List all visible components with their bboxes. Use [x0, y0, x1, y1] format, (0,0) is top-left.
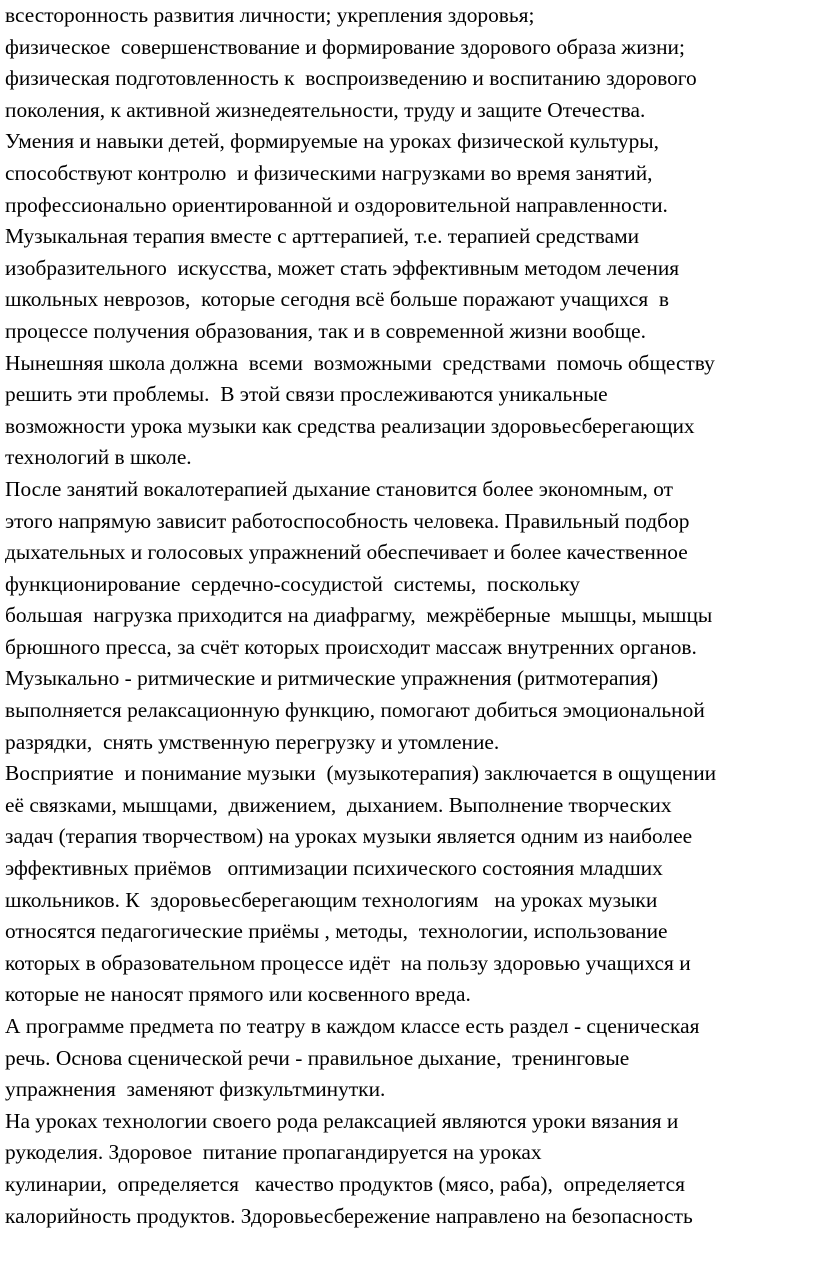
text-line: Нынешняя школа должна всеми возможными средствами помочь обществу: [5, 350, 715, 375]
text-line: брюшного пресса, за счёт которых происходит массаж внутренних органов.: [5, 634, 697, 659]
text-line: профессионально ориентированной и оздоровительной направленности.: [5, 192, 668, 217]
text-line: всесторонность развития личности; укрепления здоровья;: [5, 3, 535, 27]
text-line: школьных неврозов, которые сегодня всё больше поражают учащихся в: [5, 287, 669, 312]
text-line: речь. Основа сценической речи - правильное дыхание, тренинговые: [5, 1045, 630, 1070]
text-line: поколения, к активной жизнедеятельности, труду и защите Отечества.: [5, 97, 646, 122]
body-text: [5, 0, 816, 1232]
text-line: её связками, мышцами, движением, дыханием. Выполнение творческих: [5, 792, 672, 817]
text-line: калорийность продуктов. Здоровьесбережение направлено на безопасность: [5, 1203, 693, 1228]
text-line: школьников. К здоровьесберегающим технологиям на уроках музыки: [5, 887, 658, 912]
text-line: физическое совершенствование и формирование здорового образа жизни;: [5, 34, 685, 59]
text-line: большая нагрузка приходится на диафрагму, межрёберные мышцы, мышцы: [5, 603, 713, 628]
text-line: А программе предмета по театру в каждом классе есть раздел - сценическая: [5, 1014, 700, 1038]
text-line: Умения и навыки детей, формируемые на уроках физической культуры,: [5, 129, 660, 154]
text-line: задач (терапия творчеством) на уроках музыки является одним из наиболее: [5, 824, 693, 849]
text-line: изобразительного искусства, может стать эффективным методом лечения: [5, 255, 680, 280]
text-line: возможности урока музыки как средства реализации здоровьесберегающих: [5, 413, 695, 438]
text-line: рукоделия. Здоровое питание пропагандируется на уроках: [5, 1140, 542, 1165]
text-line: способствуют контролю и физическими нагрузками во время занятий,: [5, 160, 653, 185]
text-line: дыхательных и голосовых упражнений обеспечивает и более качественное: [5, 540, 688, 565]
text-line: Музыкально - ритмические и ритмические упражнения (ритмотерапия): [5, 666, 659, 691]
text-line: относятся педагогические приёмы , методы, технологии, использование: [5, 919, 668, 944]
text-line: На уроках технологии своего рода релаксацией являются уроки вязания и: [5, 1108, 679, 1133]
text-line: которых в образовательном процессе идёт на пользу здоровью учащихся и: [5, 950, 691, 975]
text-line: Музыкальная терапия вместе с арттерапией, т.е. терапией средствами: [5, 224, 640, 249]
text-line: решить эти проблемы. В этой связи прослеживаются уникальные: [5, 382, 608, 407]
text-line: Восприятие и понимание музыки (музыкотерапия) заключается в ощущении: [5, 761, 717, 786]
text-line: которые не наносят прямого или косвенного вреда.: [5, 982, 471, 1007]
text-line: упражнения заменяют физкультминутки.: [5, 1077, 386, 1102]
text-line: эффективных приёмов оптимизации психического состояния младших: [5, 856, 663, 881]
text-line: функционирование сердечно-сосудистой системы, поскольку: [5, 571, 581, 596]
text-line: кулинарии, определяется качество продуктов (мясо, раба), определяется: [5, 1171, 685, 1196]
text-line: выполняется релаксационную функцию, помогают добиться эмоциональной: [5, 698, 705, 723]
text-line: разрядки, снять умственную перегрузку и утомление.: [5, 729, 500, 754]
text-line: этого напрямую зависит работоспособность человека. Правильный подбор: [5, 508, 690, 533]
text-line: После занятий вокалотерапией дыхание становится более экономным, от: [5, 476, 673, 501]
text-line: технологий в школе.: [5, 445, 192, 470]
text-line: физическая подготовленность к воспроизведению и воспитанию здорового: [5, 66, 697, 91]
text-line: процессе получения образования, так и в современной жизни вообще.: [5, 318, 646, 343]
